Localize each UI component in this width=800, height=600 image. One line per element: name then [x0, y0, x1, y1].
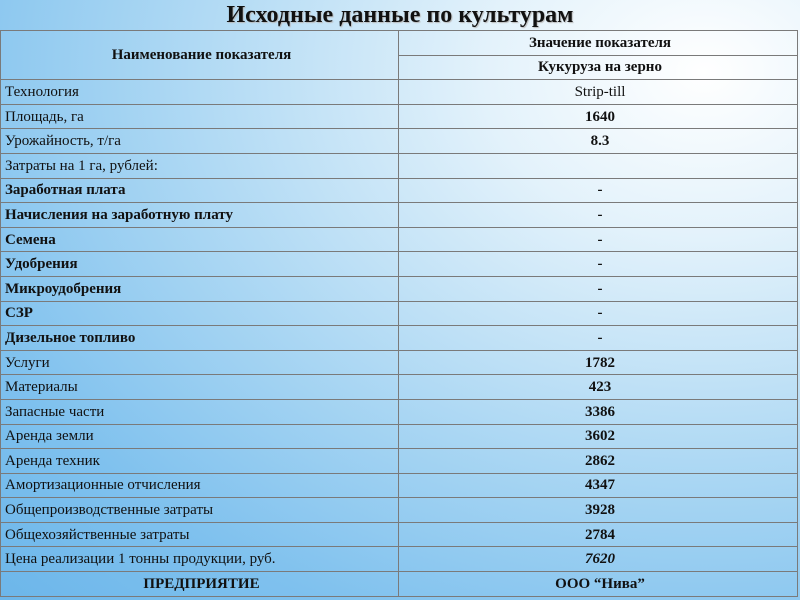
row-value: - [399, 252, 798, 277]
table-row [1, 252, 798, 277]
row-value: 2784 [399, 522, 798, 547]
row-name: Амортизационные отчисления [1, 473, 399, 498]
table-row [1, 301, 798, 326]
row-value: - [399, 203, 798, 228]
row-name: Услуги [1, 350, 399, 375]
row-value: 423 [399, 375, 798, 400]
row-name: Общепроизводственные затраты [1, 498, 399, 523]
row-value [399, 153, 798, 178]
enterprise-name: ООО “Нива” [399, 572, 798, 597]
table-row [1, 153, 798, 178]
row-value: - [399, 326, 798, 351]
table-row [1, 547, 798, 572]
row-name: Общехозяйственные затраты [1, 522, 399, 547]
row-name: Технология [1, 80, 399, 105]
table-row [1, 227, 798, 252]
table-row [1, 129, 798, 154]
header-indicator-value: Значение показателя [399, 31, 798, 56]
table-footer-row [1, 572, 798, 597]
row-name: Затраты на 1 га, рублей: [1, 153, 399, 178]
row-name: Заработная плата [1, 178, 399, 203]
row-value: 8.3 [399, 129, 798, 154]
table-row [1, 203, 798, 228]
row-name: СЗР [1, 301, 399, 326]
row-name: Площадь, га [1, 104, 399, 129]
row-value: 1640 [399, 104, 798, 129]
row-value: 7620 [399, 547, 798, 572]
table-row [1, 350, 798, 375]
row-value: - [399, 301, 798, 326]
table-row [1, 399, 798, 424]
row-value: 4347 [399, 473, 798, 498]
table-row [1, 424, 798, 449]
row-value: Strip-till [399, 80, 798, 105]
row-name: Аренда техник [1, 449, 399, 474]
row-name: Удобрения [1, 252, 399, 277]
row-name: Микроудобрения [1, 276, 399, 301]
row-value: 3602 [399, 424, 798, 449]
row-name: Цена реализации 1 тонны продукции, руб. [1, 547, 399, 572]
table-row [1, 498, 798, 523]
table-row [1, 375, 798, 400]
row-value: - [399, 276, 798, 301]
table-row [1, 104, 798, 129]
table-row [1, 326, 798, 351]
row-name: Аренда земли [1, 424, 399, 449]
header-crop-name: Кукуруза на зерно [399, 55, 798, 80]
row-value: 2862 [399, 449, 798, 474]
row-name: Дизельное топливо [1, 326, 399, 351]
table-row [1, 80, 798, 105]
row-name: Запасные части [1, 399, 399, 424]
table-row [1, 473, 798, 498]
row-name: Начисления на заработную плату [1, 203, 399, 228]
row-value: - [399, 227, 798, 252]
row-value: 3928 [399, 498, 798, 523]
enterprise-label: ПРЕДПРИЯТИЕ [1, 572, 399, 597]
table-header-row [1, 31, 798, 56]
table-row [1, 522, 798, 547]
row-name: Материалы [1, 375, 399, 400]
slide-title: Исходные данные по культурам [226, 2, 574, 28]
header-indicator-name: Наименование показателя [1, 31, 399, 80]
table-row [1, 276, 798, 301]
row-name: Урожайность, т/га [1, 129, 399, 154]
crop-data-table [0, 30, 798, 597]
row-name: Семена [1, 227, 399, 252]
row-value: - [399, 178, 798, 203]
row-value: 1782 [399, 350, 798, 375]
table-row [1, 178, 798, 203]
row-value: 3386 [399, 399, 798, 424]
table-row [1, 449, 798, 474]
